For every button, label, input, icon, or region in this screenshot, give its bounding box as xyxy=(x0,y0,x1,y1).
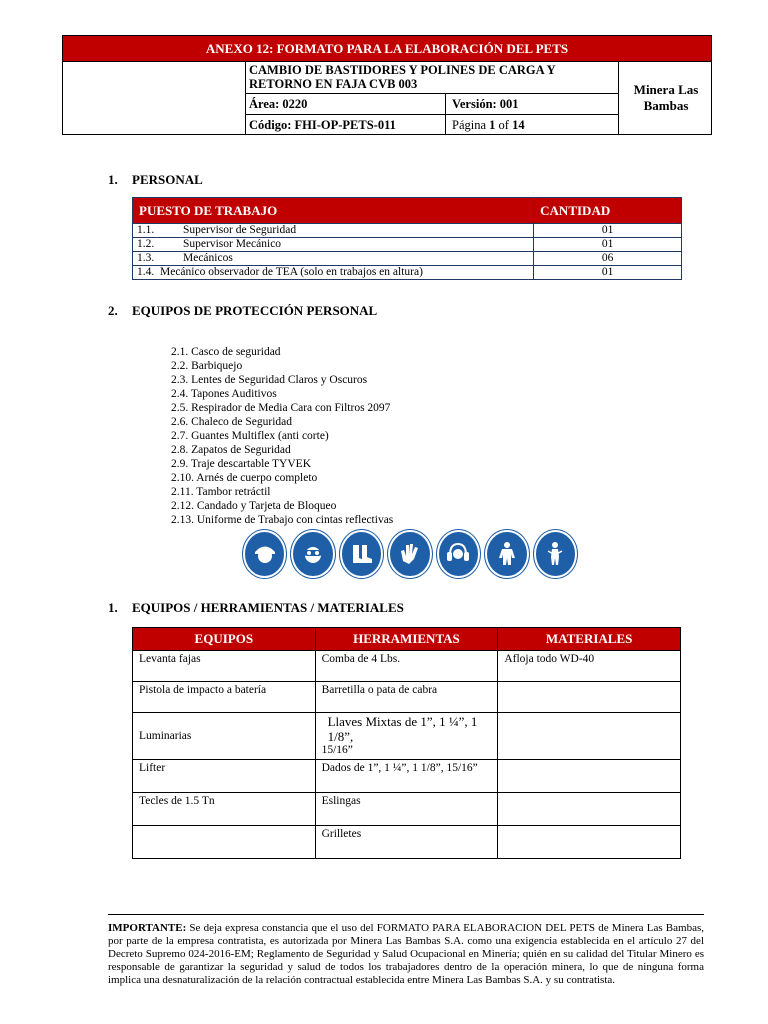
version: Versión: 001 xyxy=(452,97,519,111)
herramienta-line-a: Llaves Mixtas de 1”, 1 ¼”, 1 1/8”, xyxy=(327,714,478,744)
list-item: 2.4. Tapones Auditivos xyxy=(171,388,277,400)
list-item: 2.2. Barbiquejo xyxy=(171,360,243,372)
equipo-cell: Levanta fajas xyxy=(133,651,316,682)
section-epp-title xyxy=(108,303,377,319)
list-item: 2.9. Traje descartable TYVEK xyxy=(171,458,311,470)
header-info xyxy=(245,61,618,135)
section-personal-title xyxy=(108,172,203,188)
boots-icon xyxy=(340,530,383,578)
table-header-row xyxy=(133,198,682,224)
col-equipos: EQUIPOS xyxy=(133,628,316,651)
section-title: EQUIPOS / HERRAMIENTAS / MATERIALES xyxy=(132,600,404,615)
job-cell xyxy=(133,266,534,280)
table-row xyxy=(133,682,681,713)
job-cell xyxy=(133,252,534,266)
table-header-row xyxy=(133,628,681,651)
company-name: Minera Las Bambas xyxy=(618,61,713,135)
document-header xyxy=(62,35,712,135)
job-cell xyxy=(133,224,534,238)
equipo-cell: Pistola de impacto a batería xyxy=(133,682,316,713)
quantity-cell: 01 xyxy=(534,238,682,252)
page-number: 1 xyxy=(489,118,496,132)
note-label: IMPORTANTE: xyxy=(108,922,187,934)
page-of: of xyxy=(495,118,513,132)
job-label: Mecánicos xyxy=(183,252,233,264)
job-label: Supervisor de Seguridad xyxy=(183,224,297,236)
table-row xyxy=(133,252,682,266)
table-row xyxy=(133,793,681,826)
herramienta-cell: Comba de 4 Lbs. xyxy=(315,651,498,682)
page-total: 14 xyxy=(512,118,525,132)
herramienta-cell: Eslingas xyxy=(315,793,498,826)
equipo-cell xyxy=(133,826,316,859)
herramienta-cell: Dados de 1”, 1 ¼”, 1 1/8”, 15/16” xyxy=(315,760,498,793)
list-item: 2.1. Casco de seguridad xyxy=(171,346,281,358)
section-equipment-title xyxy=(108,600,404,616)
quantity-cell: 06 xyxy=(534,252,682,266)
footer-divider xyxy=(108,914,704,915)
helmet-icon xyxy=(243,530,286,578)
table-row xyxy=(133,238,682,252)
list-item: 2.6. Chaleco de Seguridad xyxy=(171,416,293,428)
gloves-icon xyxy=(388,530,431,578)
harness-icon xyxy=(534,530,577,578)
col-materiales: MATERIALES xyxy=(498,628,681,651)
col-quantity: CANTIDAD xyxy=(534,198,682,224)
section-title: EQUIPOS DE PROTECCIÓN PERSONAL xyxy=(132,303,378,318)
herramienta-cell: Barretilla o pata de cabra xyxy=(315,682,498,713)
material-cell xyxy=(498,826,681,859)
job-cell xyxy=(133,238,534,252)
quantity-cell: 01 xyxy=(534,224,682,238)
table-row xyxy=(133,224,682,238)
quantity-cell: 01 xyxy=(534,266,682,280)
herramienta-cell xyxy=(315,713,498,760)
annex-title: ANEXO 12: FORMATO PARA LA ELABORACIÓN DEL PETS xyxy=(63,36,711,62)
note-text: Se deja expresa constancia que el uso del FORMATO PARA ELABORACION DEL PETS de Minera Las Bambas, por parte de la empresa contratista, es autorizada por Minera Las Bambas S.A. como una exigencia establecida en el artículo 27 del Decreto Supremo 024-2016-EM; Reglamento de Seguridad y Salud Ocupacional en Minería; quién en su calidad del Titular Minero es responsable de garantizar la seguridad y salud de todos los trabajadores dentro de la operación minera, lo que de ninguna forma implica una desnaturalización de la relación contractual establecida entre Minera Las Bambas S.A. y su contratista. xyxy=(108,922,704,986)
table-row xyxy=(133,826,681,859)
page-prefix: Página xyxy=(452,118,490,132)
table-row xyxy=(133,266,682,280)
procedure-title: CAMBIO DE BASTIDORES Y POLINES DE CARGA Y RETORNO EN FAJA CVB 003 xyxy=(245,61,618,94)
header-row-code xyxy=(245,115,618,135)
material-cell xyxy=(498,793,681,826)
goggles-icon xyxy=(291,530,334,578)
col-herramientas: HERRAMIENTAS xyxy=(315,628,498,651)
list-item: 2.10. Arnés de cuerpo completo xyxy=(171,472,318,484)
equipo-cell: Lifter xyxy=(133,760,316,793)
page-indicator xyxy=(446,115,618,135)
equipo-cell: Tecles de 1.5 Tn xyxy=(133,793,316,826)
list-item: 2.12. Candado y Tarjeta de Bloqueo xyxy=(171,500,337,512)
material-cell xyxy=(498,760,681,793)
section-number: 2. xyxy=(108,303,118,318)
col-job: PUESTO DE TRABAJO xyxy=(133,198,534,224)
list-item: 2.7. Guantes Multiflex (anti corte) xyxy=(171,430,329,442)
row-index: 1.1. xyxy=(137,224,155,236)
ppe-icons-strip xyxy=(243,529,577,579)
list-item: 2.3. Lentes de Seguridad Claros y Oscuros xyxy=(171,374,368,386)
equipo-cell: Luminarias xyxy=(133,713,316,760)
section-number: 1. xyxy=(108,172,118,187)
table-row xyxy=(133,760,681,793)
material-cell: Afloja todo WD-40 xyxy=(498,651,681,682)
epp-list xyxy=(171,345,393,527)
list-item: 2.11. Tambor retráctil xyxy=(171,486,271,498)
area-code: Área: 0220 xyxy=(245,94,446,114)
row-index: 1.4. xyxy=(137,266,155,278)
row-index: 1.2. xyxy=(137,238,155,250)
job-label: Supervisor Mecánico xyxy=(183,238,282,250)
important-note xyxy=(108,922,704,987)
logo-cell xyxy=(63,61,246,135)
herramienta-cell: Grilletes xyxy=(315,826,498,859)
header-row-area xyxy=(245,94,618,115)
list-item: 2.8. Zapatos de Seguridad xyxy=(171,444,291,456)
table-row xyxy=(133,651,681,682)
job-label: Mecánico observador de TEA (solo en trabajos en altura) xyxy=(160,266,423,278)
list-item: 2.13. Uniforme de Trabajo con cintas reflectivas xyxy=(171,514,394,526)
list-item: 2.5. Respirador de Media Cara con Filtros 2097 xyxy=(171,402,391,414)
table-row xyxy=(133,713,681,760)
protective-suit-icon xyxy=(485,530,528,578)
section-title: PERSONAL xyxy=(132,172,203,187)
row-index: 1.3. xyxy=(137,252,155,264)
herramienta-line-b: 15/16” xyxy=(321,744,353,756)
material-cell xyxy=(498,713,681,760)
equipment-table xyxy=(132,627,681,859)
ear-muffs-icon xyxy=(437,530,480,578)
section-number: 1. xyxy=(108,600,118,615)
material-cell xyxy=(498,682,681,713)
personal-table xyxy=(132,197,682,280)
document-code: Código: FHI-OP-PETS-011 xyxy=(245,115,446,135)
